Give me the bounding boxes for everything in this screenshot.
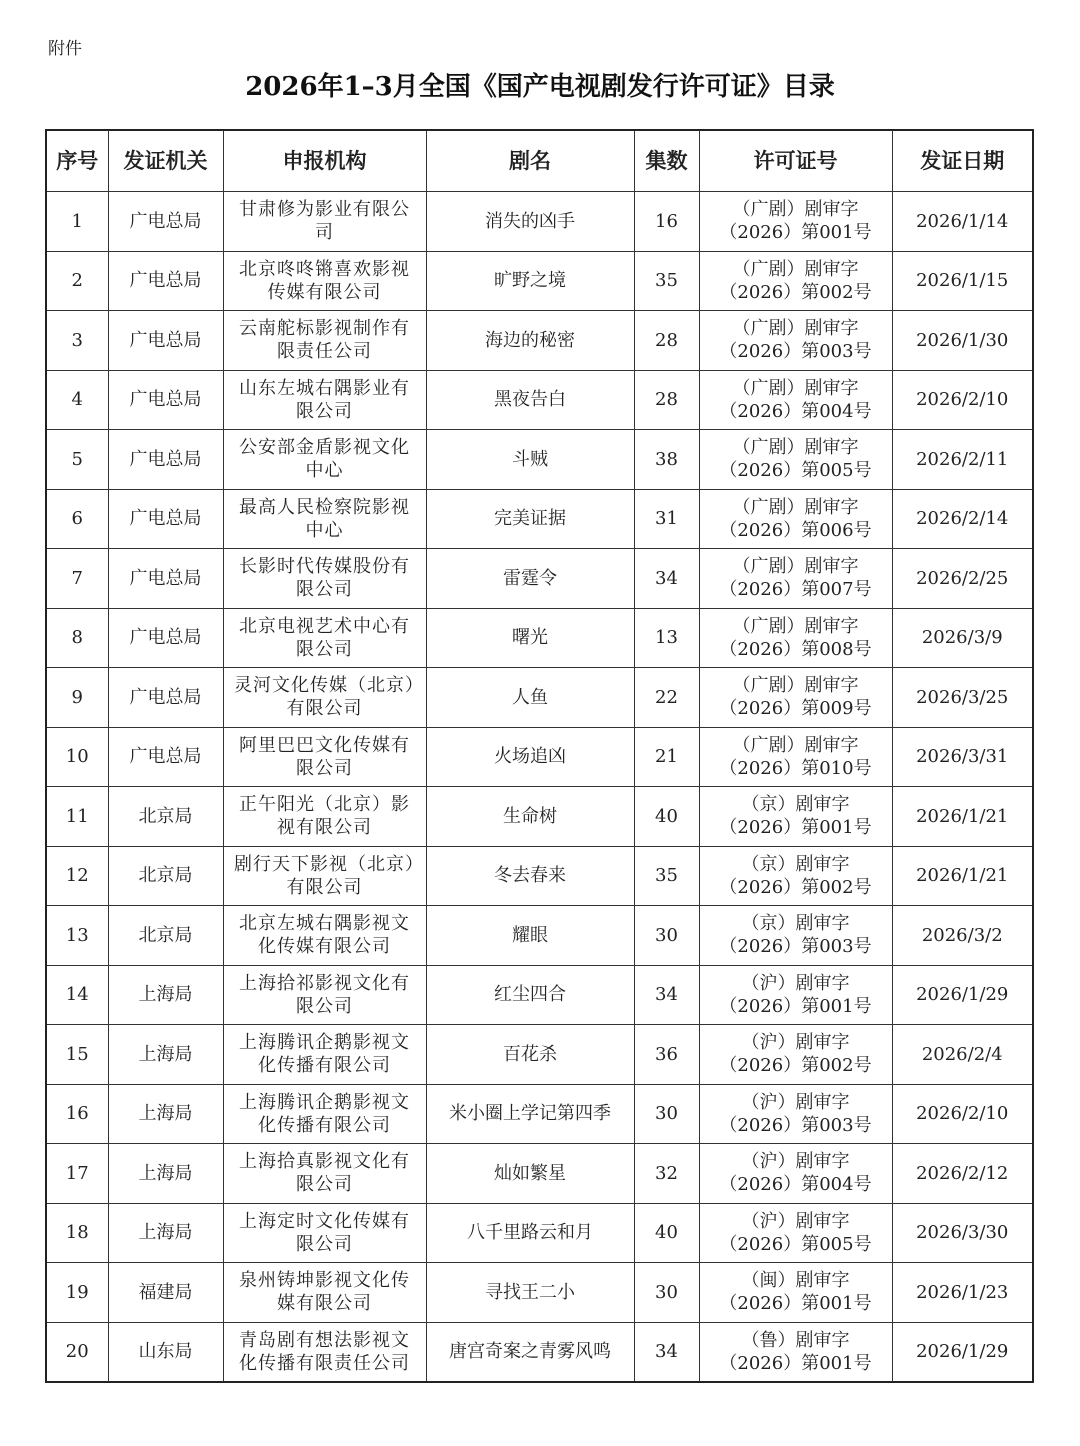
- document-title: 2026年1–3月全国《国产电视剧发行许可证》目录: [245, 72, 835, 102]
- row-number: 6: [46, 489, 108, 549]
- license-number: （广剧）剧审字 （2026）第004号: [699, 370, 892, 430]
- episode-count: 30: [634, 1263, 699, 1323]
- issue-date: 2026/1/29: [892, 965, 1033, 1025]
- episode-count: 35: [634, 251, 699, 311]
- table-row: [46, 906, 1033, 966]
- header-date: 发证日期: [892, 130, 1033, 192]
- license-number: （鲁）剧审字 （2026）第001号: [699, 1322, 892, 1382]
- table-row: [46, 251, 1033, 311]
- episode-count: 30: [634, 906, 699, 966]
- issue-date: 2026/2/10: [892, 370, 1033, 430]
- header-no: 序号: [46, 130, 108, 192]
- license-number: （广剧）剧审字 （2026）第005号: [699, 430, 892, 490]
- issuing-authority: 广电总局: [108, 727, 223, 787]
- table-row: [46, 1203, 1033, 1263]
- issue-date: 2026/2/14: [892, 489, 1033, 549]
- table-row: [46, 846, 1033, 906]
- issuing-authority: 广电总局: [108, 489, 223, 549]
- applicant-org: 北京电视艺术中心有限公司: [223, 608, 426, 668]
- row-number: 19: [46, 1263, 108, 1323]
- issue-date: 2026/1/15: [892, 251, 1033, 311]
- applicant-org: 长影时代传媒股份有限公司: [223, 549, 426, 609]
- drama-title: 人鱼: [426, 668, 634, 728]
- row-number: 2: [46, 251, 108, 311]
- table-row: [46, 1322, 1033, 1382]
- drama-title: 灿如繁星: [426, 1144, 634, 1204]
- issuing-authority: 上海局: [108, 965, 223, 1025]
- drama-title: 红尘四合: [426, 965, 634, 1025]
- applicant-org: 公安部金盾影视文化中心: [223, 430, 426, 490]
- applicant-org: 上海拾真影视文化有限公司: [223, 1144, 426, 1204]
- applicant-org: 泉州铸坤影视文化传媒有限公司: [223, 1263, 426, 1323]
- table-row: [46, 311, 1033, 371]
- issuing-authority: 上海局: [108, 1025, 223, 1085]
- table-row: [46, 430, 1033, 490]
- license-number: （广剧）剧审字 （2026）第008号: [699, 608, 892, 668]
- license-number: （广剧）剧审字 （2026）第009号: [699, 668, 892, 728]
- license-number: （沪）剧审字 （2026）第005号: [699, 1203, 892, 1263]
- issue-date: 2026/3/31: [892, 727, 1033, 787]
- license-table: [45, 129, 1034, 1383]
- table-row: [46, 1144, 1033, 1204]
- license-number: （沪）剧审字 （2026）第002号: [699, 1025, 892, 1085]
- applicant-org: 云南舵标影视制作有限责任公司: [223, 311, 426, 371]
- issuing-authority: 上海局: [108, 1144, 223, 1204]
- row-number: 20: [46, 1322, 108, 1382]
- applicant-org: 正午阳光（北京）影视有限公司: [223, 787, 426, 847]
- issue-date: 2026/3/2: [892, 906, 1033, 966]
- issue-date: 2026/2/25: [892, 549, 1033, 609]
- row-number: 4: [46, 370, 108, 430]
- row-number: 13: [46, 906, 108, 966]
- table-header-row: [46, 130, 1033, 192]
- table-row: [46, 787, 1033, 847]
- issuing-authority: 北京局: [108, 846, 223, 906]
- episode-count: 34: [634, 549, 699, 609]
- license-number: （京）剧审字 （2026）第003号: [699, 906, 892, 966]
- applicant-org: 最高人民检察院影视中心: [223, 489, 426, 549]
- table-row: [46, 370, 1033, 430]
- license-number: （广剧）剧审字 （2026）第002号: [699, 251, 892, 311]
- applicant-org: 剧行天下影视（北京）有限公司: [223, 846, 426, 906]
- license-number: （广剧）剧审字 （2026）第003号: [699, 311, 892, 371]
- applicant-org: 阿里巴巴文化传媒有限公司: [223, 727, 426, 787]
- issue-date: 2026/3/30: [892, 1203, 1033, 1263]
- row-number: 17: [46, 1144, 108, 1204]
- episode-count: 28: [634, 370, 699, 430]
- license-number: （广剧）剧审字 （2026）第001号: [699, 192, 892, 252]
- license-number: （广剧）剧审字 （2026）第007号: [699, 549, 892, 609]
- row-number: 3: [46, 311, 108, 371]
- issue-date: 2026/3/25: [892, 668, 1033, 728]
- episode-count: 34: [634, 965, 699, 1025]
- table-row: [46, 489, 1033, 549]
- issuing-authority: 福建局: [108, 1263, 223, 1323]
- episode-count: 21: [634, 727, 699, 787]
- issue-date: 2026/1/29: [892, 1322, 1033, 1382]
- issue-date: 2026/2/10: [892, 1084, 1033, 1144]
- table-row: [46, 549, 1033, 609]
- row-number: 7: [46, 549, 108, 609]
- license-number: （京）剧审字 （2026）第001号: [699, 787, 892, 847]
- issue-date: 2026/1/21: [892, 787, 1033, 847]
- applicant-org: 上海腾讯企鹅影视文化传播有限公司: [223, 1084, 426, 1144]
- episode-count: 34: [634, 1322, 699, 1382]
- table-row: [46, 727, 1033, 787]
- issue-date: 2026/2/11: [892, 430, 1033, 490]
- drama-title: 百花杀: [426, 1025, 634, 1085]
- table-row: [46, 1263, 1033, 1323]
- row-number: 9: [46, 668, 108, 728]
- drama-title: 斗贼: [426, 430, 634, 490]
- drama-title: 八千里路云和月: [426, 1203, 634, 1263]
- episode-count: 35: [634, 846, 699, 906]
- episode-count: 28: [634, 311, 699, 371]
- row-number: 15: [46, 1025, 108, 1085]
- table-row: [46, 192, 1033, 252]
- license-number: （沪）剧审字 （2026）第004号: [699, 1144, 892, 1204]
- issuing-authority: 广电总局: [108, 192, 223, 252]
- header-episodes: 集数: [634, 130, 699, 192]
- header-drama: 剧名: [426, 130, 634, 192]
- attachment-label: 附件: [48, 39, 82, 59]
- issuing-authority: 上海局: [108, 1084, 223, 1144]
- table-row: [46, 1084, 1033, 1144]
- applicant-org: 山东左城右隅影业有限公司: [223, 370, 426, 430]
- license-number: （京）剧审字 （2026）第002号: [699, 846, 892, 906]
- issue-date: 2026/2/12: [892, 1144, 1033, 1204]
- drama-title: 黑夜告白: [426, 370, 634, 430]
- applicant-org: 北京咚咚锵喜欢影视传媒有限公司: [223, 251, 426, 311]
- row-number: 16: [46, 1084, 108, 1144]
- issue-date: 2026/1/30: [892, 311, 1033, 371]
- issuing-authority: 北京局: [108, 787, 223, 847]
- row-number: 8: [46, 608, 108, 668]
- header-license: 许可证号: [699, 130, 892, 192]
- drama-title: 米小圈上学记第四季: [426, 1084, 634, 1144]
- drama-title: 旷野之境: [426, 251, 634, 311]
- drama-title: 曙光: [426, 608, 634, 668]
- header-org: 申报机构: [223, 130, 426, 192]
- row-number: 12: [46, 846, 108, 906]
- issue-date: 2026/1/23: [892, 1263, 1033, 1323]
- drama-title: 唐宫奇案之青雾风鸣: [426, 1322, 634, 1382]
- episode-count: 31: [634, 489, 699, 549]
- drama-title: 雷霆令: [426, 549, 634, 609]
- drama-title: 冬去春来: [426, 846, 634, 906]
- table-row: [46, 608, 1033, 668]
- license-number: （广剧）剧审字 （2026）第010号: [699, 727, 892, 787]
- drama-title: 耀眼: [426, 906, 634, 966]
- episode-count: 40: [634, 1203, 699, 1263]
- episode-count: 30: [634, 1084, 699, 1144]
- row-number: 14: [46, 965, 108, 1025]
- applicant-org: 上海拾祁影视文化有限公司: [223, 965, 426, 1025]
- episode-count: 16: [634, 192, 699, 252]
- applicant-org: 甘肃修为影业有限公司: [223, 192, 426, 252]
- applicant-org: 北京左城右隅影视文化传媒有限公司: [223, 906, 426, 966]
- issuing-authority: 广电总局: [108, 251, 223, 311]
- episode-count: 36: [634, 1025, 699, 1085]
- row-number: 1: [46, 192, 108, 252]
- table-row: [46, 1025, 1033, 1085]
- issuing-authority: 广电总局: [108, 370, 223, 430]
- issuing-authority: 上海局: [108, 1203, 223, 1263]
- header-authority: 发证机关: [108, 130, 223, 192]
- applicant-org: 上海腾讯企鹅影视文化传播有限公司: [223, 1025, 426, 1085]
- drama-title: 完美证据: [426, 489, 634, 549]
- row-number: 18: [46, 1203, 108, 1263]
- issue-date: 2026/3/9: [892, 608, 1033, 668]
- row-number: 5: [46, 430, 108, 490]
- issuing-authority: 山东局: [108, 1322, 223, 1382]
- issuing-authority: 广电总局: [108, 668, 223, 728]
- issue-date: 2026/1/21: [892, 846, 1033, 906]
- issue-date: 2026/1/14: [892, 192, 1033, 252]
- episode-count: 40: [634, 787, 699, 847]
- issue-date: 2026/2/4: [892, 1025, 1033, 1085]
- drama-title: 生命树: [426, 787, 634, 847]
- drama-title: 海边的秘密: [426, 311, 634, 371]
- license-number: （沪）剧审字 （2026）第001号: [699, 965, 892, 1025]
- episode-count: 22: [634, 668, 699, 728]
- row-number: 10: [46, 727, 108, 787]
- applicant-org: 灵河文化传媒（北京）有限公司: [223, 668, 426, 728]
- episode-count: 38: [634, 430, 699, 490]
- episode-count: 13: [634, 608, 699, 668]
- episode-count: 32: [634, 1144, 699, 1204]
- license-number: （沪）剧审字 （2026）第003号: [699, 1084, 892, 1144]
- license-number: （闽）剧审字 （2026）第001号: [699, 1263, 892, 1323]
- license-number: （广剧）剧审字 （2026）第006号: [699, 489, 892, 549]
- table-row: [46, 965, 1033, 1025]
- applicant-org: 青岛剧有想法影视文化传播有限责任公司: [223, 1322, 426, 1382]
- issuing-authority: 广电总局: [108, 430, 223, 490]
- drama-title: 消失的凶手: [426, 192, 634, 252]
- issuing-authority: 广电总局: [108, 311, 223, 371]
- applicant-org: 上海定时文化传媒有限公司: [223, 1203, 426, 1263]
- issuing-authority: 广电总局: [108, 608, 223, 668]
- row-number: 11: [46, 787, 108, 847]
- issuing-authority: 北京局: [108, 906, 223, 966]
- issuing-authority: 广电总局: [108, 549, 223, 609]
- drama-title: 寻找王二小: [426, 1263, 634, 1323]
- table-row: [46, 668, 1033, 728]
- drama-title: 火场追凶: [426, 727, 634, 787]
